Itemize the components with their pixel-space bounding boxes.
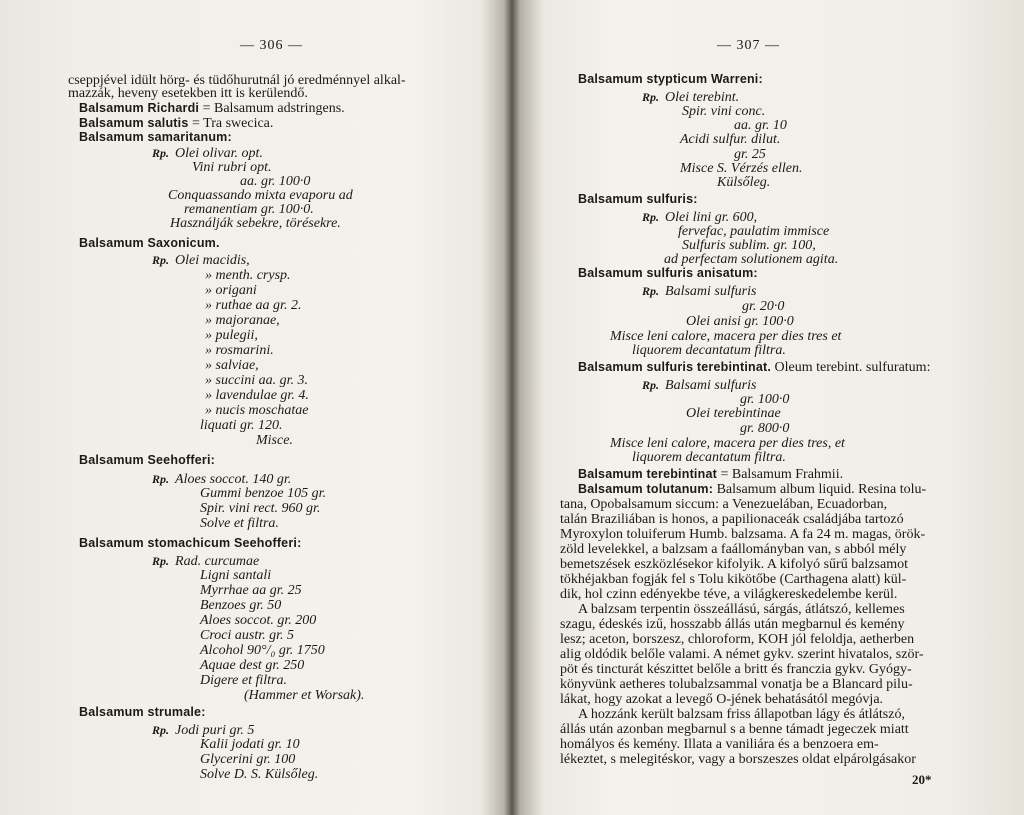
text-line: szagu, édeskés izű, hosszabb állás után megbarnul és kemény [560, 617, 905, 632]
rp-mark: Rp. [152, 472, 170, 486]
recipe-line: liquati gr. 120. [200, 418, 283, 433]
text-line: alig oldódik belőle valami. A német gykv. szerint hivatalos, ször- [560, 647, 924, 662]
recipe-line: gr. 20·0 [742, 299, 785, 314]
text-line: Myroxylon toluiferum Humb. balzsama. A fa 24 m. magas, örök- [560, 527, 926, 542]
recipe-line: liquorem decantatum filtra. [632, 450, 786, 465]
recipe-text: Balsami sulfuris [665, 378, 757, 393]
entry-heading: Balsamum Saxonicum. [79, 236, 220, 250]
recipe-line: » majoranae, [205, 313, 280, 328]
text-line: bemetszések eszközlésekor kifolyik. A kifolyó sűrű balzsamot [560, 557, 908, 572]
recipe-line: Külsőleg. [717, 175, 771, 190]
recipe-line: Alcohol 90°/₀ gr. 1750 [200, 643, 325, 658]
entry-heading: Balsamum salutis [79, 116, 189, 130]
entry-heading: Balsamum samaritanum: [79, 130, 232, 144]
recipe-line: Spir. vini rect. 960 gr. [200, 501, 321, 516]
right-page [512, 0, 1024, 815]
rp-mark: Rp. [642, 378, 660, 392]
recipe-line: Ligni santali [200, 568, 272, 583]
rp-mark: Rp. [152, 253, 170, 267]
recipe-line: ad perfectam solutionem agita. [664, 252, 839, 267]
recipe-line: Misce leni calore, macera per dies tres et [610, 329, 842, 344]
recipe-line: gr. 25 [734, 147, 766, 162]
recipe-line: Digere et filtra. [200, 673, 287, 688]
recipe-line: gr. 800·0 [740, 421, 790, 436]
text-line: dik, hol czinn edényekbe téve, a világkereskedelembe kerül. [560, 587, 898, 602]
entry-terebintinat [578, 359, 930, 376]
recipe-line: Conquassando mixta evaporu ad [168, 188, 353, 203]
recipe-line: Olei terebintinae [686, 406, 781, 421]
text-line: állás után azonban megbarnul s a benne támadt jegeczek miatt [560, 722, 909, 737]
entry-heading: Balsamum strumale: [79, 705, 206, 719]
rp-mark: Rp. [642, 210, 660, 224]
recipe-line: » nucis moschatae [205, 403, 309, 418]
entry-heading: Balsamum stomachicum Seehofferi: [79, 536, 302, 550]
entry-tolutanum [578, 481, 926, 498]
recipe-line: Használják sebekre, törésekre. [170, 216, 341, 231]
text-line: mazzák, heveny esetekben itt is kerülendő. [68, 86, 308, 101]
recipe-line: liquorem decantatum filtra. [632, 343, 786, 358]
rp-mark: Rp. [642, 284, 660, 298]
recipe-line: Benzoes gr. 50 [200, 598, 282, 613]
page-number: — 307 — [717, 38, 780, 53]
recipe-line: » rosmarini. [205, 343, 274, 358]
recipe-line: Sulfuris sublim. gr. 100, [682, 238, 816, 253]
entry-heading: Balsamum stypticum Warreni: [578, 72, 763, 86]
rp-mark: Rp. [152, 723, 170, 737]
entry-heading: Balsamum Seehofferi: [79, 453, 215, 467]
rp-mark: Rp. [642, 90, 660, 104]
text-line: A hozzánk került balzsam friss állapotban lágy és átlátszó, [578, 707, 905, 722]
entry-text: = Tra swecica. [188, 116, 274, 131]
entry-heading: Balsamum sulfuris terebintinat. [578, 360, 772, 374]
recipe-line: Aloes soccot. gr. 200 [200, 613, 317, 628]
recipe-line: Acidi sulfur. dilut. [680, 132, 781, 147]
entry-heading: Balsamum sulfuris: [578, 192, 698, 206]
recipe-line: Glycerini gr. 100 [200, 752, 296, 767]
recipe-line: (Hammer et Worsak). [244, 688, 365, 703]
recipe-line: fervefac, paulatim immisce [678, 224, 830, 239]
text-line: tana, Opobalsamum siccum: a Venezuelában, Ecuadorban, [560, 497, 888, 512]
recipe-text: Olei terebint. [665, 90, 740, 105]
recipe-text: Olei macidis, [175, 253, 250, 268]
recipe-line: Gummi benzoe 105 gr. [200, 486, 326, 501]
recipe-line: » ruthae aa gr. 2. [205, 298, 302, 313]
text-line: lákat, hogy azokat a levegő O-jének behatásától megóvja. [560, 692, 884, 707]
recipe-line: Misce leni calore, macera per dies tres, et [610, 436, 845, 451]
recipe-line: Spir. vini conc. [682, 104, 766, 119]
signature-mark: 20* [912, 772, 932, 787]
recipe-line: Olei anisi gr. 100·0 [686, 314, 794, 329]
recipe-text: Olei lini gr. 600, [665, 210, 758, 225]
entry-text: = Balsamum adstringens. [199, 101, 345, 116]
recipe-line: » menth. crysp. [205, 268, 291, 283]
text-line: tökhéjakban fogják fel s Tolu kikötőbe (Carthagena alatt) kül- [560, 572, 907, 587]
recipe-line: Croci austr. gr. 5 [200, 628, 295, 643]
recipe-line: Misce S. Vérzés ellen. [680, 161, 803, 176]
text-line: A balzsam terpentin összeállású, sárgás, átlátszó, kellemes [578, 602, 905, 617]
entry-heading: Balsamum tolutanum: [578, 482, 714, 496]
recipe-line: » salviae, [205, 358, 259, 373]
text-line: lékeztet, s melegitéskor, vagy a borszeszes oldat elpárolgásakor [560, 752, 916, 767]
text-line: lesz; aceton, borszesz, chloroform, KOH jól feloldja, aetherben [560, 632, 915, 647]
recipe-line: Vini rubri opt. [192, 160, 272, 175]
recipe-text: Aloes soccot. 140 gr. [175, 472, 292, 487]
recipe-line: aa. gr. 100·0 [240, 174, 311, 189]
recipe-line: » pulegii, [205, 328, 258, 343]
text-line: homályos és kemény. Illata a vaniliára és a benzoera em- [560, 737, 879, 752]
left-page [0, 0, 506, 815]
recipe-line: Misce. [256, 433, 293, 448]
recipe-line: Aquae dest gr. 250 [200, 658, 305, 673]
recipe-text: Jodi puri gr. 5 [175, 723, 255, 738]
recipe-line: » succini aa. gr. 3. [205, 373, 309, 388]
recipe-line: gr. 100·0 [740, 392, 790, 407]
recipe-line [642, 283, 756, 300]
rp-mark: Rp. [152, 146, 170, 160]
recipe-line [152, 252, 250, 269]
recipe-line: remanentiam gr. 100·0. [184, 202, 314, 217]
recipe-line: » origani [205, 283, 257, 298]
text-line: cseppjével idült hörg- és tüdőhurutnál jó eredménnyel alkal- [68, 73, 406, 88]
recipe-text: Balsami sulfuris [665, 284, 757, 299]
text-line: zöld levelekkel, a balzsam a faállományban van, s abból mély [560, 542, 907, 557]
text-line: talán Braziliában is honos, a papilionaceák családjába tartozó [560, 512, 904, 527]
entry-text: = Balsamum Frahmii. [716, 467, 844, 482]
recipe-line: » lavendulae gr. 4. [205, 388, 309, 403]
rp-mark: Rp. [152, 554, 170, 568]
page-number: — 306 — [240, 38, 303, 53]
entry-heading: Balsamum Richardi [79, 101, 200, 115]
entry-text: Balsamum album liquid. Resina tolu- [713, 482, 927, 497]
entry-heading: Balsamum sulfuris anisatum: [578, 266, 758, 280]
recipe-line: Solve D. S. Külsőleg. [200, 767, 319, 782]
recipe-line: Solve et filtra. [200, 516, 279, 531]
entry-text: Oleum terebint. sulfuratum: [771, 360, 931, 375]
recipe-text: Rad. curcumae [175, 554, 260, 569]
text-line: pöt és tincturát készittet belőle a britt és franczia gykv. Gyógy- [560, 662, 912, 677]
recipe-line: Kalii jodati gr. 10 [200, 737, 300, 752]
recipe-line: Myrrhae aa gr. 25 [200, 583, 302, 598]
entry-heading: Balsamum terebintinat [578, 467, 717, 481]
text-line: könyvünk aetheres tolubalzsammal vonatja be a Blancard pilu- [560, 677, 913, 692]
recipe-text: Olei olivar. opt. [175, 146, 263, 161]
recipe-line: aa. gr. 10 [734, 118, 787, 133]
